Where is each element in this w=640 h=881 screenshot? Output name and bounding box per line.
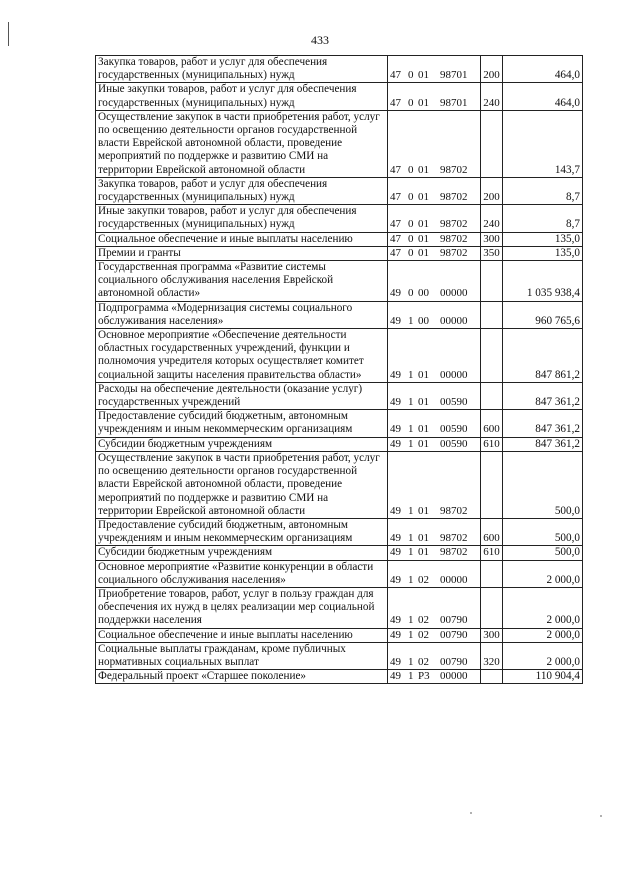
code-part: 98702 [440,246,468,259]
row-expense-type [481,329,503,383]
code-part: 00590 [440,396,468,409]
table-row [96,232,583,246]
row-expense-type: 320 [481,642,503,669]
code-part: 47 [390,246,401,259]
code-part: 98701 [440,96,468,109]
code-part: 00000 [440,368,468,381]
code-part: 1 [408,396,414,409]
row-target-code [388,83,481,110]
code-part: 01 [418,423,429,436]
row-expense-type: 240 [481,83,503,110]
table-row [96,56,583,83]
row-target-code [388,110,481,177]
code-part: 0 [408,191,414,204]
code-part: 00590 [440,423,468,436]
code-part: 1 [408,504,414,517]
code-part: 49 [390,573,401,586]
code-part: 49 [390,532,401,545]
row-expense-type: 600 [481,410,503,437]
code-part: 49 [390,628,401,641]
row-target-code [388,628,481,642]
table-row [96,382,583,409]
row-sum: 8,7 [503,205,583,232]
row-expense-type [481,451,503,518]
code-part: 00000 [440,573,468,586]
code-part: 01 [418,246,429,259]
code-part: 02 [418,628,429,641]
code-part: 02 [418,655,429,668]
code-part: 1 [408,532,414,545]
row-target-code [388,546,481,560]
row-target-code [388,205,481,232]
code-part: 1 [408,546,414,559]
row-expense-type: 300 [481,628,503,642]
code-part: 1 [408,573,414,586]
code-part: 0 [408,218,414,231]
code-part: 01 [418,396,429,409]
code-part: P3 [418,670,430,683]
code-part: 01 [418,368,429,381]
row-name: Осуществление закупок в части приобретения работ, услуг по освещению деятельности органов государственной власти Еврейской автономной области, проведение мероприятий по поддержке и развитию СМИ на территории Еврейской автономной области [96,451,388,518]
code-part: 01 [418,437,429,450]
code-part: 01 [418,96,429,109]
row-sum: 960 765,6 [503,301,583,328]
row-expense-type: 200 [481,177,503,204]
row-target-code [388,560,481,587]
table-row [96,518,583,545]
row-expense-type: 610 [481,546,503,560]
row-sum: 135,0 [503,246,583,260]
table-row [96,261,583,302]
row-sum: 2 000,0 [503,628,583,642]
row-expense-type [481,560,503,587]
code-part: 49 [390,504,401,517]
code-part: 1 [408,423,414,436]
row-name: Предоставление субсидий бюджетным, автономным учреждениям и иным некоммерческим организациям [96,518,388,545]
code-part: 49 [390,670,401,683]
code-part: 01 [418,69,429,82]
row-name: Социальное обеспечение и иные выплаты населению [96,232,388,246]
code-part: 49 [390,423,401,436]
row-sum: 143,7 [503,110,583,177]
row-target-code [388,329,481,383]
row-sum: 110 904,4 [503,670,583,684]
page-number: 433 [311,33,329,47]
code-part: 47 [390,96,401,109]
code-part: 02 [418,614,429,627]
code-part: 1 [408,368,414,381]
row-sum: 464,0 [503,83,583,110]
row-target-code [388,261,481,302]
code-part: 00790 [440,628,468,641]
row-name: Закупка товаров, работ и услуг для обеспечения государственных (муниципальных) нужд [96,177,388,204]
row-target-code [388,232,481,246]
row-expense-type [481,110,503,177]
row-sum: 2 000,0 [503,587,583,628]
row-sum: 500,0 [503,518,583,545]
table-row [96,451,583,518]
code-part: 47 [390,163,401,176]
row-expense-type: 600 [481,518,503,545]
code-part: 01 [418,546,429,559]
row-name: Государственная программа «Развитие системы социального обслуживания населения Еврейской автономной области» [96,261,388,302]
code-part: 98702 [440,218,468,231]
row-sum: 135,0 [503,232,583,246]
row-name: Закупка товаров, работ и услуг для обеспечения государственных (муниципальных) нужд [96,56,388,83]
code-part: 49 [390,314,401,327]
code-part: 1 [408,314,414,327]
code-part: 98702 [440,546,468,559]
code-part: 00 [418,287,429,300]
code-part: 0 [408,287,414,300]
code-part: 0 [408,232,414,245]
table-row [96,301,583,328]
code-part: 1 [408,437,414,450]
table-row [96,587,583,628]
code-part: 47 [390,218,401,231]
row-target-code [388,518,481,545]
code-part: 49 [390,287,401,300]
table-row [96,246,583,260]
row-expense-type: 240 [481,205,503,232]
code-part: 00790 [440,655,468,668]
row-expense-type: 300 [481,232,503,246]
code-part: 98701 [440,69,468,82]
row-expense-type [481,382,503,409]
table-row [96,560,583,587]
code-part: 98702 [440,163,468,176]
code-part: 47 [390,191,401,204]
budget-table-body [96,56,583,684]
row-sum: 464,0 [503,56,583,83]
row-target-code [388,437,481,451]
row-sum: 847 361,2 [503,437,583,451]
table-row [96,410,583,437]
code-part: 98702 [440,232,468,245]
row-target-code [388,56,481,83]
row-name: Основное мероприятие «Обеспечение деятельности областных государственных учреждений, функции и полномочия учредителя которых осуществляет комитет социальной защиты населения правительства области» [96,329,388,383]
code-part: 00000 [440,287,468,300]
code-part: 0 [408,96,414,109]
table-row [96,437,583,451]
code-part: 01 [418,218,429,231]
row-name: Предоставление субсидий бюджетным, автономным учреждениям и иным некоммерческим организациям [96,410,388,437]
code-part: 49 [390,614,401,627]
row-expense-type [481,587,503,628]
row-target-code [388,642,481,669]
code-part: 1 [408,628,414,641]
row-sum: 500,0 [503,546,583,560]
row-expense-type [481,301,503,328]
row-name: Социальные выплаты гражданам, кроме публичных нормативных социальных выплат [96,642,388,669]
code-part: 1 [408,614,414,627]
table-row [96,205,583,232]
row-sum: 847 361,2 [503,410,583,437]
table-row [96,110,583,177]
row-name: Иные закупки товаров, работ и услуг для обеспечения государственных (муниципальных) нужд [96,205,388,232]
row-target-code [388,451,481,518]
budget-table [95,55,583,684]
row-name: Премии и гранты [96,246,388,260]
row-name: Иные закупки товаров, работ и услуг для обеспечения государственных (муниципальных) нужд [96,83,388,110]
code-part: 01 [418,532,429,545]
row-sum: 8,7 [503,177,583,204]
row-sum: 2 000,0 [503,642,583,669]
code-part: 49 [390,368,401,381]
code-part: 00000 [440,314,468,327]
code-part: 00000 [440,670,468,683]
row-sum: 847 361,2 [503,382,583,409]
row-name: Социальное обеспечение и иные выплаты населению [96,628,388,642]
row-expense-type: 610 [481,437,503,451]
code-part: 49 [390,437,401,450]
table-row [96,642,583,669]
row-expense-type [481,261,503,302]
row-sum: 1 035 938,4 [503,261,583,302]
row-target-code [388,382,481,409]
code-part: 49 [390,396,401,409]
row-target-code [388,246,481,260]
code-part: 01 [418,191,429,204]
row-sum: 847 861,2 [503,329,583,383]
code-part: 1 [408,655,414,668]
row-name: Расходы на обеспечение деятельности (оказание услуг) государственных учреждений [96,382,388,409]
table-row [96,670,583,684]
code-part: 00590 [440,437,468,450]
code-part: 1 [408,670,414,683]
row-name: Основное мероприятие «Развитие конкуренции в области социального обслуживания населения» [96,560,388,587]
row-name: Приобретение товаров, работ, услуг в пользу граждан для обеспечения их нужд в целях реализации мер социальной поддержки населения [96,587,388,628]
code-part: 49 [390,546,401,559]
code-part: 00 [418,314,429,327]
row-name: Подпрограмма «Модернизация системы социального обслуживания населения» [96,301,388,328]
code-part: 0 [408,163,414,176]
scan-speck [600,815,602,817]
code-part: 49 [390,655,401,668]
table-row [96,329,583,383]
row-name: Осуществление закупок в части приобретения работ, услуг по освещению деятельности органов государственной власти Еврейской автономной области, проведение мероприятий по поддержке и развитию СМИ на территории Еврейской автономной области [96,110,388,177]
code-part: 98702 [440,191,468,204]
code-part: 0 [408,246,414,259]
row-expense-type: 350 [481,246,503,260]
code-part: 00790 [440,614,468,627]
code-part: 0 [408,69,414,82]
row-expense-type [481,670,503,684]
scan-speck [470,812,472,814]
code-part: 98702 [440,532,468,545]
row-name: Субсидии бюджетным учреждениям [96,437,388,451]
code-part: 01 [418,163,429,176]
code-part: 02 [418,573,429,586]
row-expense-type: 200 [481,56,503,83]
row-name: Федеральный проект «Старшее поколение» [96,670,388,684]
row-target-code [388,177,481,204]
code-part: 98702 [440,504,468,517]
code-part: 47 [390,69,401,82]
row-target-code [388,410,481,437]
row-target-code [388,301,481,328]
code-part: 01 [418,232,429,245]
row-sum: 2 000,0 [503,560,583,587]
table-row [96,83,583,110]
table-row [96,628,583,642]
row-name: Субсидии бюджетным учреждениям [96,546,388,560]
code-part: 47 [390,232,401,245]
code-part: 01 [418,504,429,517]
table-row [96,546,583,560]
row-target-code [388,670,481,684]
row-target-code [388,587,481,628]
table-row [96,177,583,204]
row-sum: 500,0 [503,451,583,518]
